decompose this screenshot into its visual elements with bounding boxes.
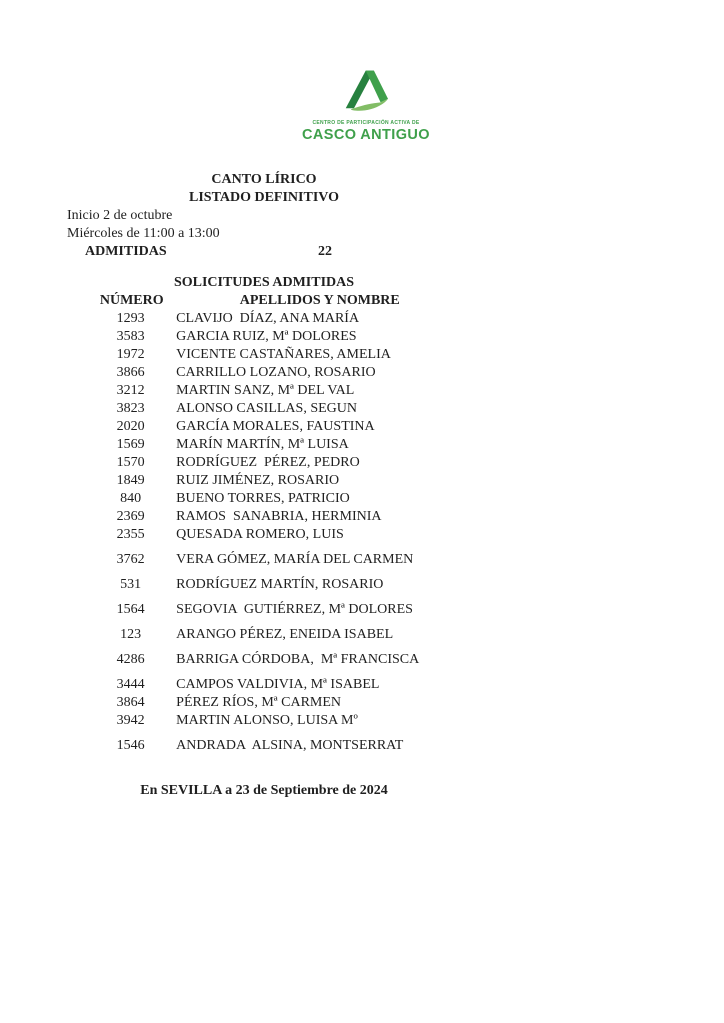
applicant-name: CLAVIJO DÍAZ, ANA MARÍA: [176, 311, 360, 326]
table-row: [67, 418, 461, 436]
applicant-name: BUENO TORRES, PATRICIO: [176, 491, 350, 506]
table-row: [67, 454, 461, 472]
applicant-name: RAMOS SANABRIA, HERMINIA: [176, 509, 382, 524]
column-header-name: APELLIDOS Y NOMBRE: [239, 293, 400, 308]
applicant-number: 1569: [116, 437, 145, 452]
column-header-number: NÚMERO: [99, 293, 164, 308]
applicant-number: 123: [120, 627, 142, 642]
applicant-name: QUESADA ROMERO, LUIS: [176, 527, 344, 542]
applicant-number: 1849: [116, 473, 145, 488]
applicant-number: 840: [120, 491, 142, 506]
table-row: [67, 737, 461, 755]
section-title: SOLICITUDES ADMITIDAS: [173, 275, 355, 290]
applicant-number: 3444: [116, 677, 145, 692]
admitted-label: ADMITIDAS: [85, 244, 167, 259]
applicant-name: MARTIN ALONSO, LUISA Mº: [176, 713, 358, 728]
applicant-name: CARRILLO LOZANO, ROSARIO: [176, 365, 376, 380]
applicant-name: GARCIA RUIZ, Mª DOLORES: [176, 329, 357, 344]
logo-title: CASCO ANTIGUO: [302, 127, 430, 143]
applicant-number: 3583: [116, 329, 145, 344]
applicant-name: RUIZ JIMÉNEZ, ROSARIO: [176, 473, 340, 488]
table-row: [67, 364, 461, 382]
applicant-number: 3866: [116, 365, 145, 380]
applicant-name: ARANGO PÉREZ, ENEIDA ISABEL: [176, 627, 394, 642]
applicant-number: 3762: [116, 552, 145, 567]
applicant-name: ALONSO CASILLAS, SEGUN: [176, 401, 358, 416]
applicant-number: 1972: [116, 347, 145, 362]
table-header: [67, 292, 461, 310]
applicant-number: 2369: [116, 509, 145, 524]
table-row: [67, 576, 461, 594]
applicant-name: MARTIN SANZ, Mª DEL VAL: [176, 383, 355, 398]
applicant-name: RODRÍGUEZ MARTÍN, ROSARIO: [176, 577, 384, 592]
applicant-number: 3212: [116, 383, 145, 398]
document-subtitle: LISTADO DEFINITIVO: [189, 190, 339, 205]
table-row: [67, 400, 461, 418]
applicant-name: RODRÍGUEZ PÉREZ, PEDRO: [176, 455, 360, 470]
applicant-number: 1564: [116, 602, 145, 617]
table-row: [67, 676, 461, 694]
place-date-footer: En SEVILLA a 23 de Septiembre de 2024: [140, 783, 388, 798]
table-row: [67, 346, 461, 364]
applicant-name: PÉREZ RÍOS, Mª CARMEN: [176, 695, 342, 710]
table-row: [67, 551, 461, 569]
schedule-line: Miércoles de 11:00 a 13:00: [67, 226, 220, 241]
applicant-number: 3823: [116, 401, 145, 416]
applicant-number: 3864: [116, 695, 145, 710]
table-row: [67, 328, 461, 346]
applicant-name: SEGOVIA GUTIÉRREZ, Mª DOLORES: [176, 602, 413, 617]
applicant-name: GARCÍA MORALES, FAUSTINA: [176, 419, 375, 434]
applicant-name: BARRIGA CÓRDOBA, Mª FRANCISCA: [176, 652, 420, 667]
table-row: [67, 712, 461, 730]
admitted-summary: [67, 243, 461, 261]
table-row: [67, 436, 461, 454]
applicant-number: 2355: [116, 527, 145, 542]
document-title: CANTO LÍRICO: [211, 172, 317, 187]
admitted-count: 22: [318, 244, 332, 259]
applicant-number: 1293: [116, 311, 145, 326]
table-row: [67, 651, 461, 669]
applicant-name: CAMPOS VALDIVIA, Mª ISABEL: [176, 677, 380, 692]
applicant-number: 3942: [116, 713, 145, 728]
applicant-number: 2020: [116, 419, 145, 434]
applicant-name: VERA GÓMEZ, MARÍA DEL CARMEN: [176, 552, 414, 567]
applicant-name: VICENTE CASTAÑARES, AMELIA: [176, 347, 391, 362]
table-row: [67, 310, 461, 328]
logo-subtitle: CENTRO DE PARTICIPACIÓN ACTIVA DE: [312, 120, 420, 126]
table-row: [67, 601, 461, 619]
table-row: [67, 694, 461, 712]
applicant-name: MARÍN MARTÍN, Mª LUISA: [176, 437, 349, 452]
start-date-line: Inicio 2 de octubre: [67, 208, 173, 223]
organization-logo: [256, 66, 476, 143]
table-row: [67, 490, 461, 508]
applicant-number: 1546: [116, 738, 145, 753]
applicant-number: 4286: [116, 652, 145, 667]
table-row: [67, 626, 461, 644]
document-content: [67, 171, 461, 800]
applicant-number: 1570: [116, 455, 145, 470]
table-row: [67, 508, 461, 526]
table-row: [67, 526, 461, 544]
table-row: [67, 382, 461, 400]
table-row: [67, 472, 461, 490]
applicant-name: ANDRADA ALSINA, MONTSERRAT: [176, 738, 404, 753]
applicant-number: 531: [120, 577, 142, 592]
junta-de-andalucia-a-icon: [343, 66, 390, 116]
applicant-rows: [67, 310, 461, 755]
